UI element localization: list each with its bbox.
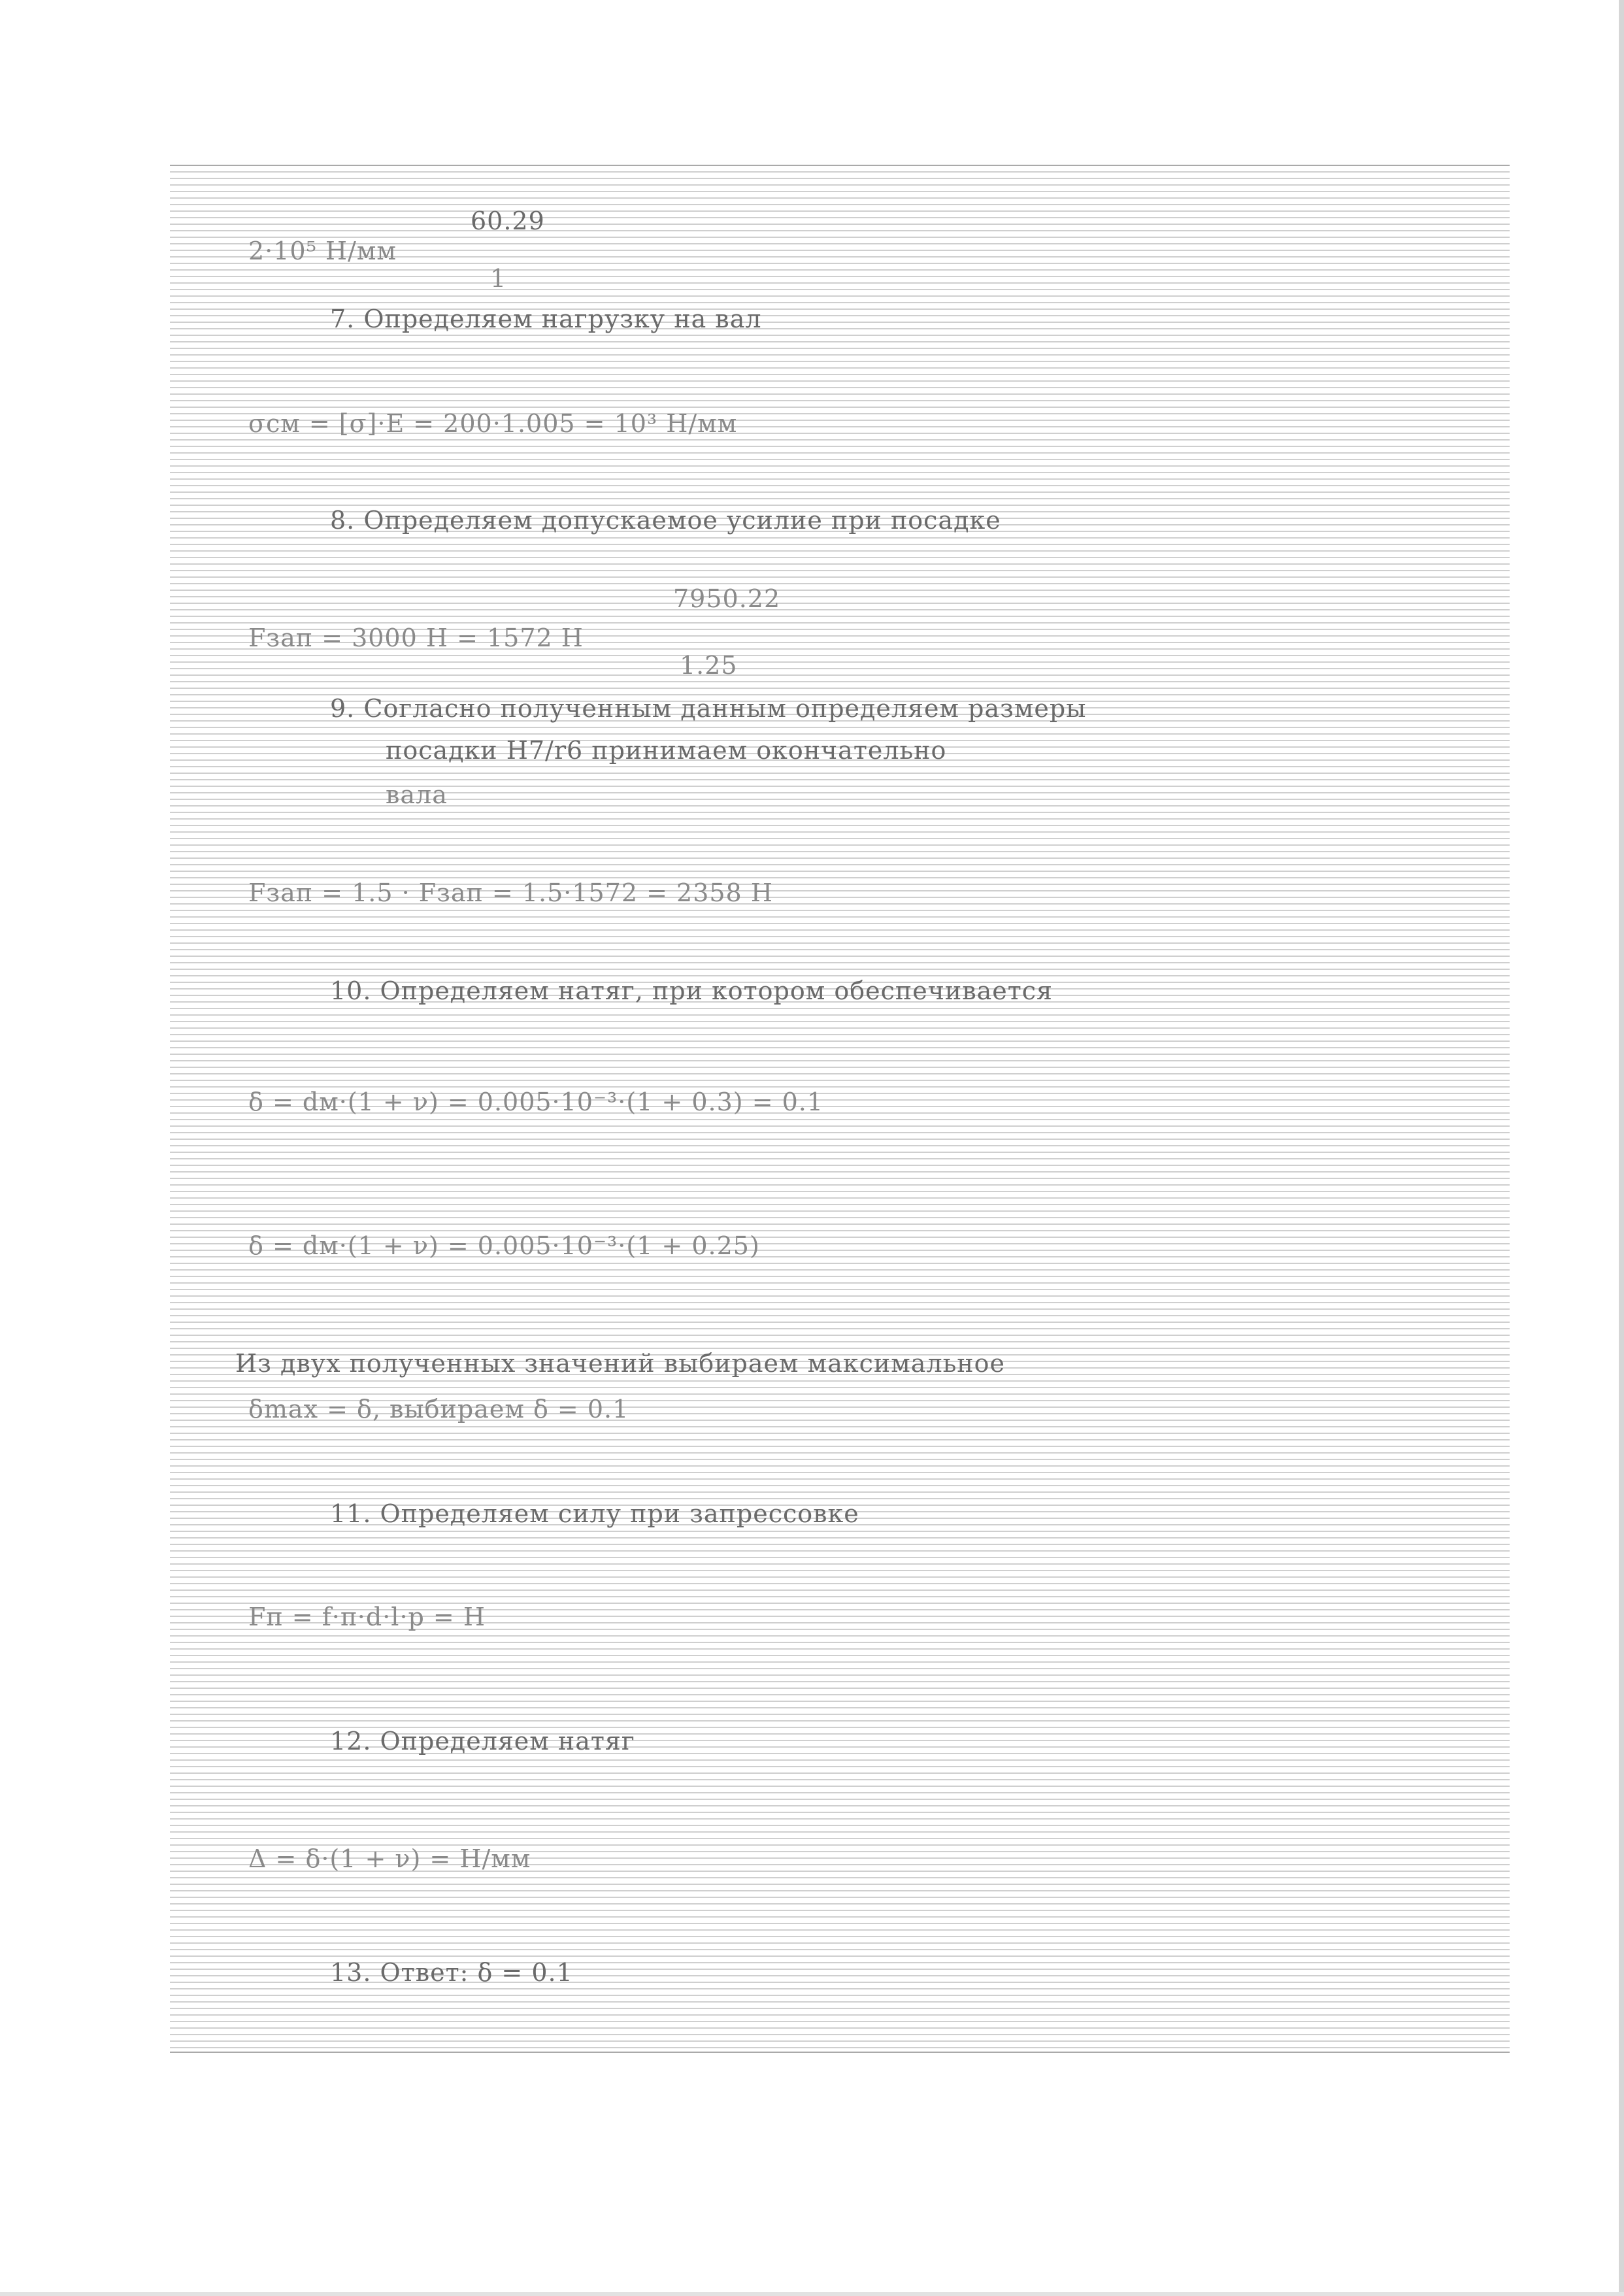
text-line: δmax = δ, выбираем δ = 0.1 xyxy=(248,1395,629,1423)
text-line: вала xyxy=(386,780,448,809)
text-line: 8. Определяем допускаемое усилие при посадке xyxy=(330,506,1001,535)
text-line: 2·10⁵ Н/мм xyxy=(248,237,397,265)
text-line: Fп = f·π·d·l·p = Н xyxy=(248,1603,486,1631)
ruled-page xyxy=(170,165,1510,2053)
text-line: 7. Определяем нагрузку на вал xyxy=(330,305,762,333)
text-line: Из двух полученных значений выбираем максимальное xyxy=(235,1349,1005,1378)
page-bottom-edge xyxy=(0,2292,1624,2296)
text-line: δ = dм·(1 + ν) = 0.005·10⁻³·(1 + 0.25) xyxy=(248,1231,760,1260)
text-line: 1 xyxy=(490,264,507,293)
text-line: посадки Н7/r6 принимаем окончательно xyxy=(386,736,947,765)
text-line: Fзап = 3000 Н = 1572 Н xyxy=(248,624,584,652)
text-line: Δ = δ·(1 + ν) = Н/мм xyxy=(248,1844,531,1873)
text-line: 7950.22 xyxy=(673,584,781,613)
text-line: 9. Согласно полученным данным определяем размеры xyxy=(330,694,1087,723)
text-line: 13. Ответ: δ = 0.1 xyxy=(330,1958,573,1987)
text-line: 12. Определяем натяг xyxy=(330,1727,635,1755)
text-line: δ = dм·(1 + ν) = 0.005·10⁻³·(1 + 0.3) = 0.1 xyxy=(248,1088,824,1116)
page-right-edge xyxy=(1619,0,1624,2296)
text-line: 60.29 xyxy=(471,207,545,235)
text-line: 10. Определяем натяг, при котором обеспечивается xyxy=(330,976,1053,1005)
text-line: σсм = [σ]·Е = 200·1.005 = 10³ Н/мм xyxy=(248,409,738,438)
text-line: 11. Определяем силу при запрессовке xyxy=(330,1499,859,1528)
text-line: 1.25 xyxy=(680,651,738,680)
text-line: Fзап = 1.5 · Fзап = 1.5·1572 = 2358 Н xyxy=(248,878,773,907)
